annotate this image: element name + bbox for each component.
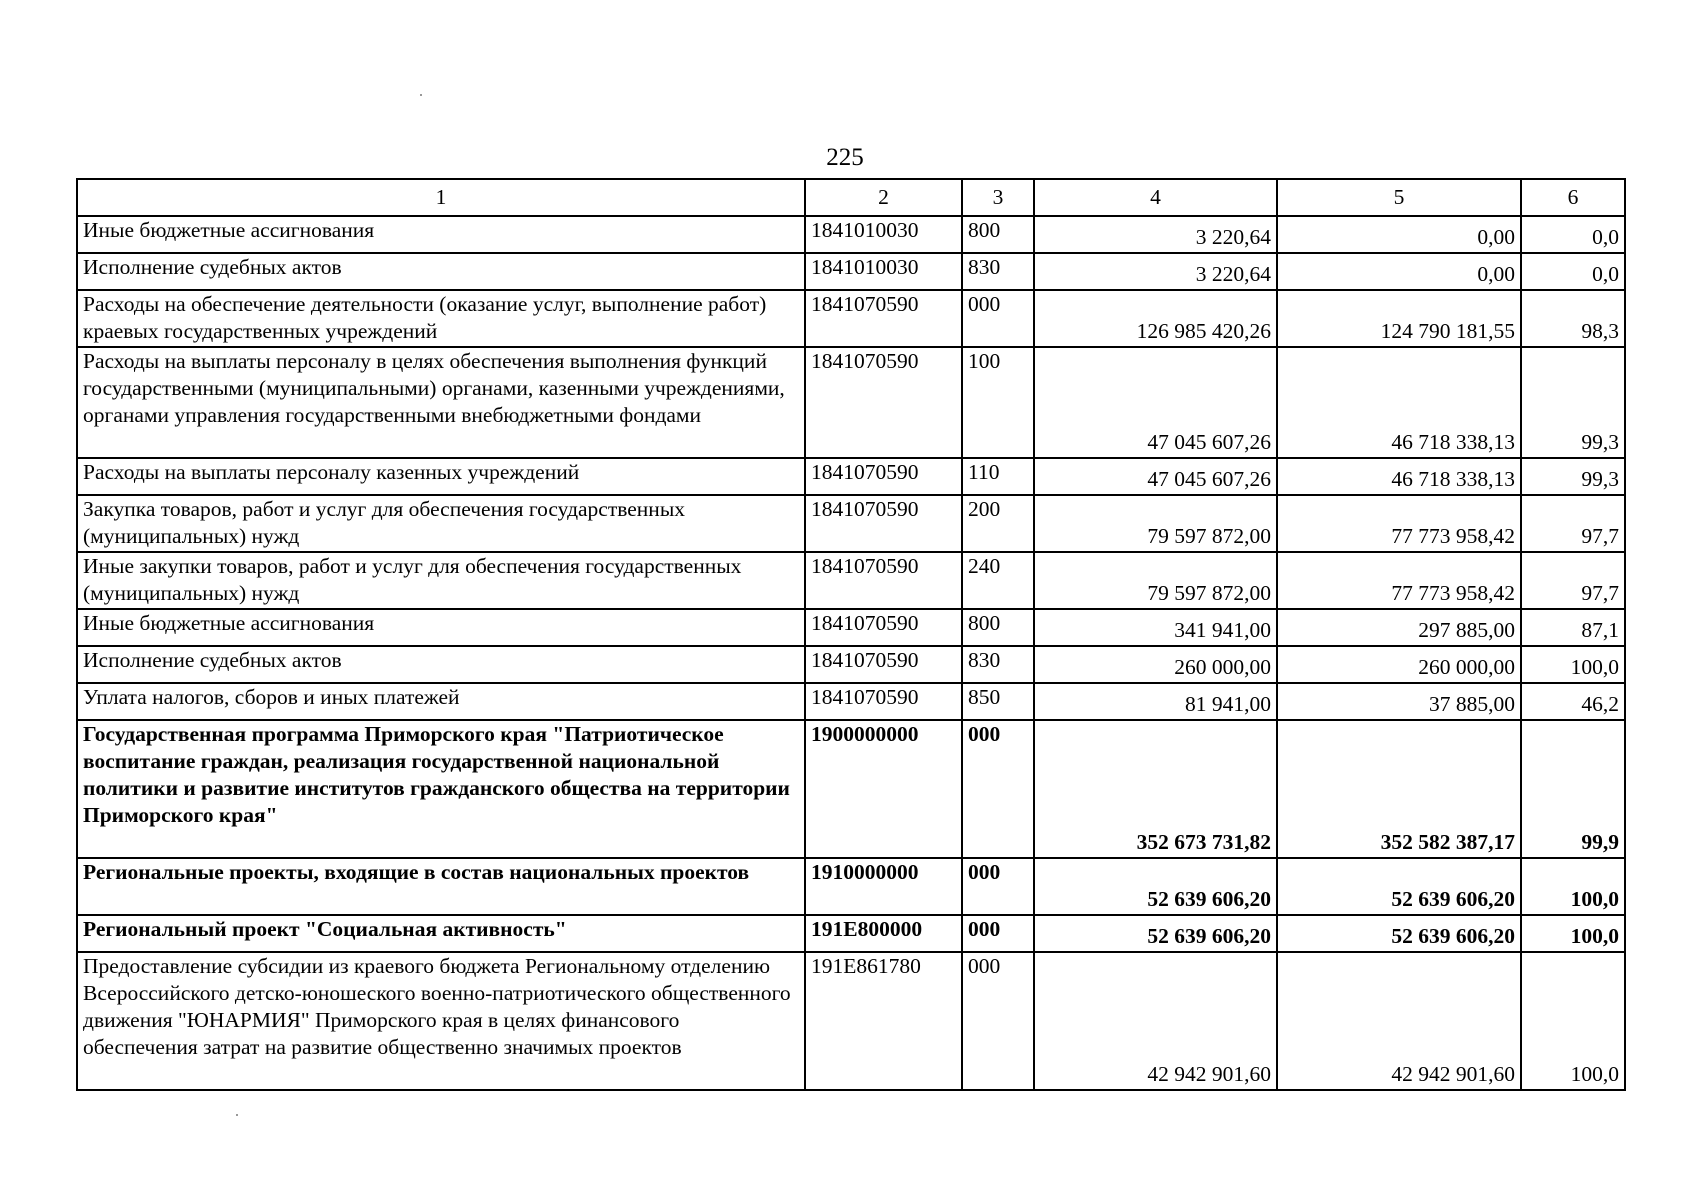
table-row: [77, 915, 1625, 952]
row-fact-amount: 42 942 901,60: [1277, 952, 1521, 1090]
row-percent: 100,0: [1521, 952, 1625, 1090]
table-row: [77, 216, 1625, 253]
column-number: 1: [77, 179, 805, 216]
row-fact-amount: 124 790 181,55: [1277, 290, 1521, 347]
row-expense-type: 000: [962, 720, 1034, 858]
row-plan-amount: 3 220,64: [1034, 253, 1277, 290]
column-number: 5: [1277, 179, 1521, 216]
row-name: Исполнение судебных актов: [77, 646, 805, 683]
row-expense-type: 200: [962, 495, 1034, 552]
row-plan-amount: 42 942 901,60: [1034, 952, 1277, 1090]
column-number: 4: [1034, 179, 1277, 216]
table-row: [77, 253, 1625, 290]
row-target-code: 191E800000: [805, 915, 962, 952]
row-name: Уплата налогов, сборов и иных платежей: [77, 683, 805, 720]
row-name: Закупка товаров, работ и услуг для обеспечения государственных (муниципальных) нужд: [77, 495, 805, 552]
row-percent: 87,1: [1521, 609, 1625, 646]
row-target-code: 1841070590: [805, 347, 962, 458]
row-name: Государственная программа Приморского края "Патриотическое воспитание граждан, реализация государственной национальной политики и развитие институтов гражданского общества на территории Приморского края": [77, 720, 805, 858]
row-expense-type: 850: [962, 683, 1034, 720]
table-row: [77, 552, 1625, 609]
row-expense-type: 800: [962, 216, 1034, 253]
row-name: Иные бюджетные ассигнования: [77, 216, 805, 253]
row-expense-type: 830: [962, 253, 1034, 290]
row-expense-type: 000: [962, 858, 1034, 915]
row-target-code: 1841070590: [805, 552, 962, 609]
row-percent: 46,2: [1521, 683, 1625, 720]
row-expense-type: 100: [962, 347, 1034, 458]
row-plan-amount: 126 985 420,26: [1034, 290, 1277, 347]
row-name: Расходы на выплаты персоналу казенных учреждений: [77, 458, 805, 495]
row-percent: 97,7: [1521, 495, 1625, 552]
row-fact-amount: 46 718 338,13: [1277, 347, 1521, 458]
table-row: [77, 858, 1625, 915]
row-target-code: 1841070590: [805, 683, 962, 720]
row-plan-amount: 47 045 607,26: [1034, 458, 1277, 495]
table-row: [77, 458, 1625, 495]
row-name: Иные бюджетные ассигнования: [77, 609, 805, 646]
row-name: Расходы на обеспечение деятельности (оказание услуг, выполнение работ) краевых государственных учреждений: [77, 290, 805, 347]
row-expense-type: 830: [962, 646, 1034, 683]
row-expense-type: 110: [962, 458, 1034, 495]
row-expense-type: 000: [962, 290, 1034, 347]
row-percent: 0,0: [1521, 253, 1625, 290]
row-target-code: 1841070590: [805, 458, 962, 495]
row-target-code: 1841070590: [805, 290, 962, 347]
row-target-code: 1900000000: [805, 720, 962, 858]
row-fact-amount: 260 000,00: [1277, 646, 1521, 683]
row-expense-type: 240: [962, 552, 1034, 609]
table-row: [77, 290, 1625, 347]
row-name: Исполнение судебных актов: [77, 253, 805, 290]
column-number: 2: [805, 179, 962, 216]
table-row: [77, 683, 1625, 720]
column-number: 3: [962, 179, 1034, 216]
row-target-code: 1841010030: [805, 253, 962, 290]
row-fact-amount: 77 773 958,42: [1277, 552, 1521, 609]
row-plan-amount: 52 639 606,20: [1034, 858, 1277, 915]
row-fact-amount: 52 639 606,20: [1277, 915, 1521, 952]
row-percent: 100,0: [1521, 915, 1625, 952]
row-expense-type: 000: [962, 952, 1034, 1090]
row-fact-amount: 77 773 958,42: [1277, 495, 1521, 552]
row-plan-amount: 352 673 731,82: [1034, 720, 1277, 858]
row-name: Региональный проект "Социальная активность": [77, 915, 805, 952]
table-row: [77, 952, 1625, 1090]
column-number-row: [77, 179, 1625, 216]
row-plan-amount: 81 941,00: [1034, 683, 1277, 720]
table-row: [77, 347, 1625, 458]
row-plan-amount: 79 597 872,00: [1034, 495, 1277, 552]
page-number: 225: [826, 144, 864, 171]
budget-table: [76, 178, 1626, 1091]
row-fact-amount: 37 885,00: [1277, 683, 1521, 720]
row-percent: 100,0: [1521, 646, 1625, 683]
row-fact-amount: 46 718 338,13: [1277, 458, 1521, 495]
row-name: Региональные проекты, входящие в состав национальных проектов: [77, 858, 805, 915]
row-plan-amount: 260 000,00: [1034, 646, 1277, 683]
row-fact-amount: 0,00: [1277, 216, 1521, 253]
row-target-code: 1841070590: [805, 646, 962, 683]
row-plan-amount: 47 045 607,26: [1034, 347, 1277, 458]
row-fact-amount: 52 639 606,20: [1277, 858, 1521, 915]
table-row: [77, 609, 1625, 646]
row-target-code: 1841010030: [805, 216, 962, 253]
row-percent: 98,3: [1521, 290, 1625, 347]
row-name: Предоставление субсидии из краевого бюджета Региональному отделению Всероссийского детско-юношеского военно-патриотического общественного движения "ЮНАРМИЯ" Приморского края в целях финансового обеспечения затрат на развитие общественно значимых проектов: [77, 952, 805, 1090]
row-target-code: 1841070590: [805, 495, 962, 552]
scan-dot: [420, 94, 422, 96]
row-percent: 97,7: [1521, 552, 1625, 609]
row-fact-amount: 352 582 387,17: [1277, 720, 1521, 858]
row-percent: 100,0: [1521, 858, 1625, 915]
column-number: 6: [1521, 179, 1625, 216]
table-row: [77, 646, 1625, 683]
row-plan-amount: 52 639 606,20: [1034, 915, 1277, 952]
row-percent: 99,3: [1521, 347, 1625, 458]
row-fact-amount: 0,00: [1277, 253, 1521, 290]
row-expense-type: 000: [962, 915, 1034, 952]
scan-dot: [236, 1114, 238, 1116]
row-expense-type: 800: [962, 609, 1034, 646]
row-percent: 99,9: [1521, 720, 1625, 858]
row-target-code: 191E861780: [805, 952, 962, 1090]
row-target-code: 1910000000: [805, 858, 962, 915]
row-plan-amount: 3 220,64: [1034, 216, 1277, 253]
row-fact-amount: 297 885,00: [1277, 609, 1521, 646]
row-name: Расходы на выплаты персоналу в целях обеспечения выполнения функций государственными (муниципальными) органами, казенными учреждениями, органами управления государственными внебюджетными фондами: [77, 347, 805, 458]
table-row: [77, 720, 1625, 858]
row-plan-amount: 341 941,00: [1034, 609, 1277, 646]
row-target-code: 1841070590: [805, 609, 962, 646]
row-name: Иные закупки товаров, работ и услуг для обеспечения государственных (муниципальных) нужд: [77, 552, 805, 609]
table-row: [77, 495, 1625, 552]
row-percent: 0,0: [1521, 216, 1625, 253]
row-plan-amount: 79 597 872,00: [1034, 552, 1277, 609]
row-percent: 99,3: [1521, 458, 1625, 495]
